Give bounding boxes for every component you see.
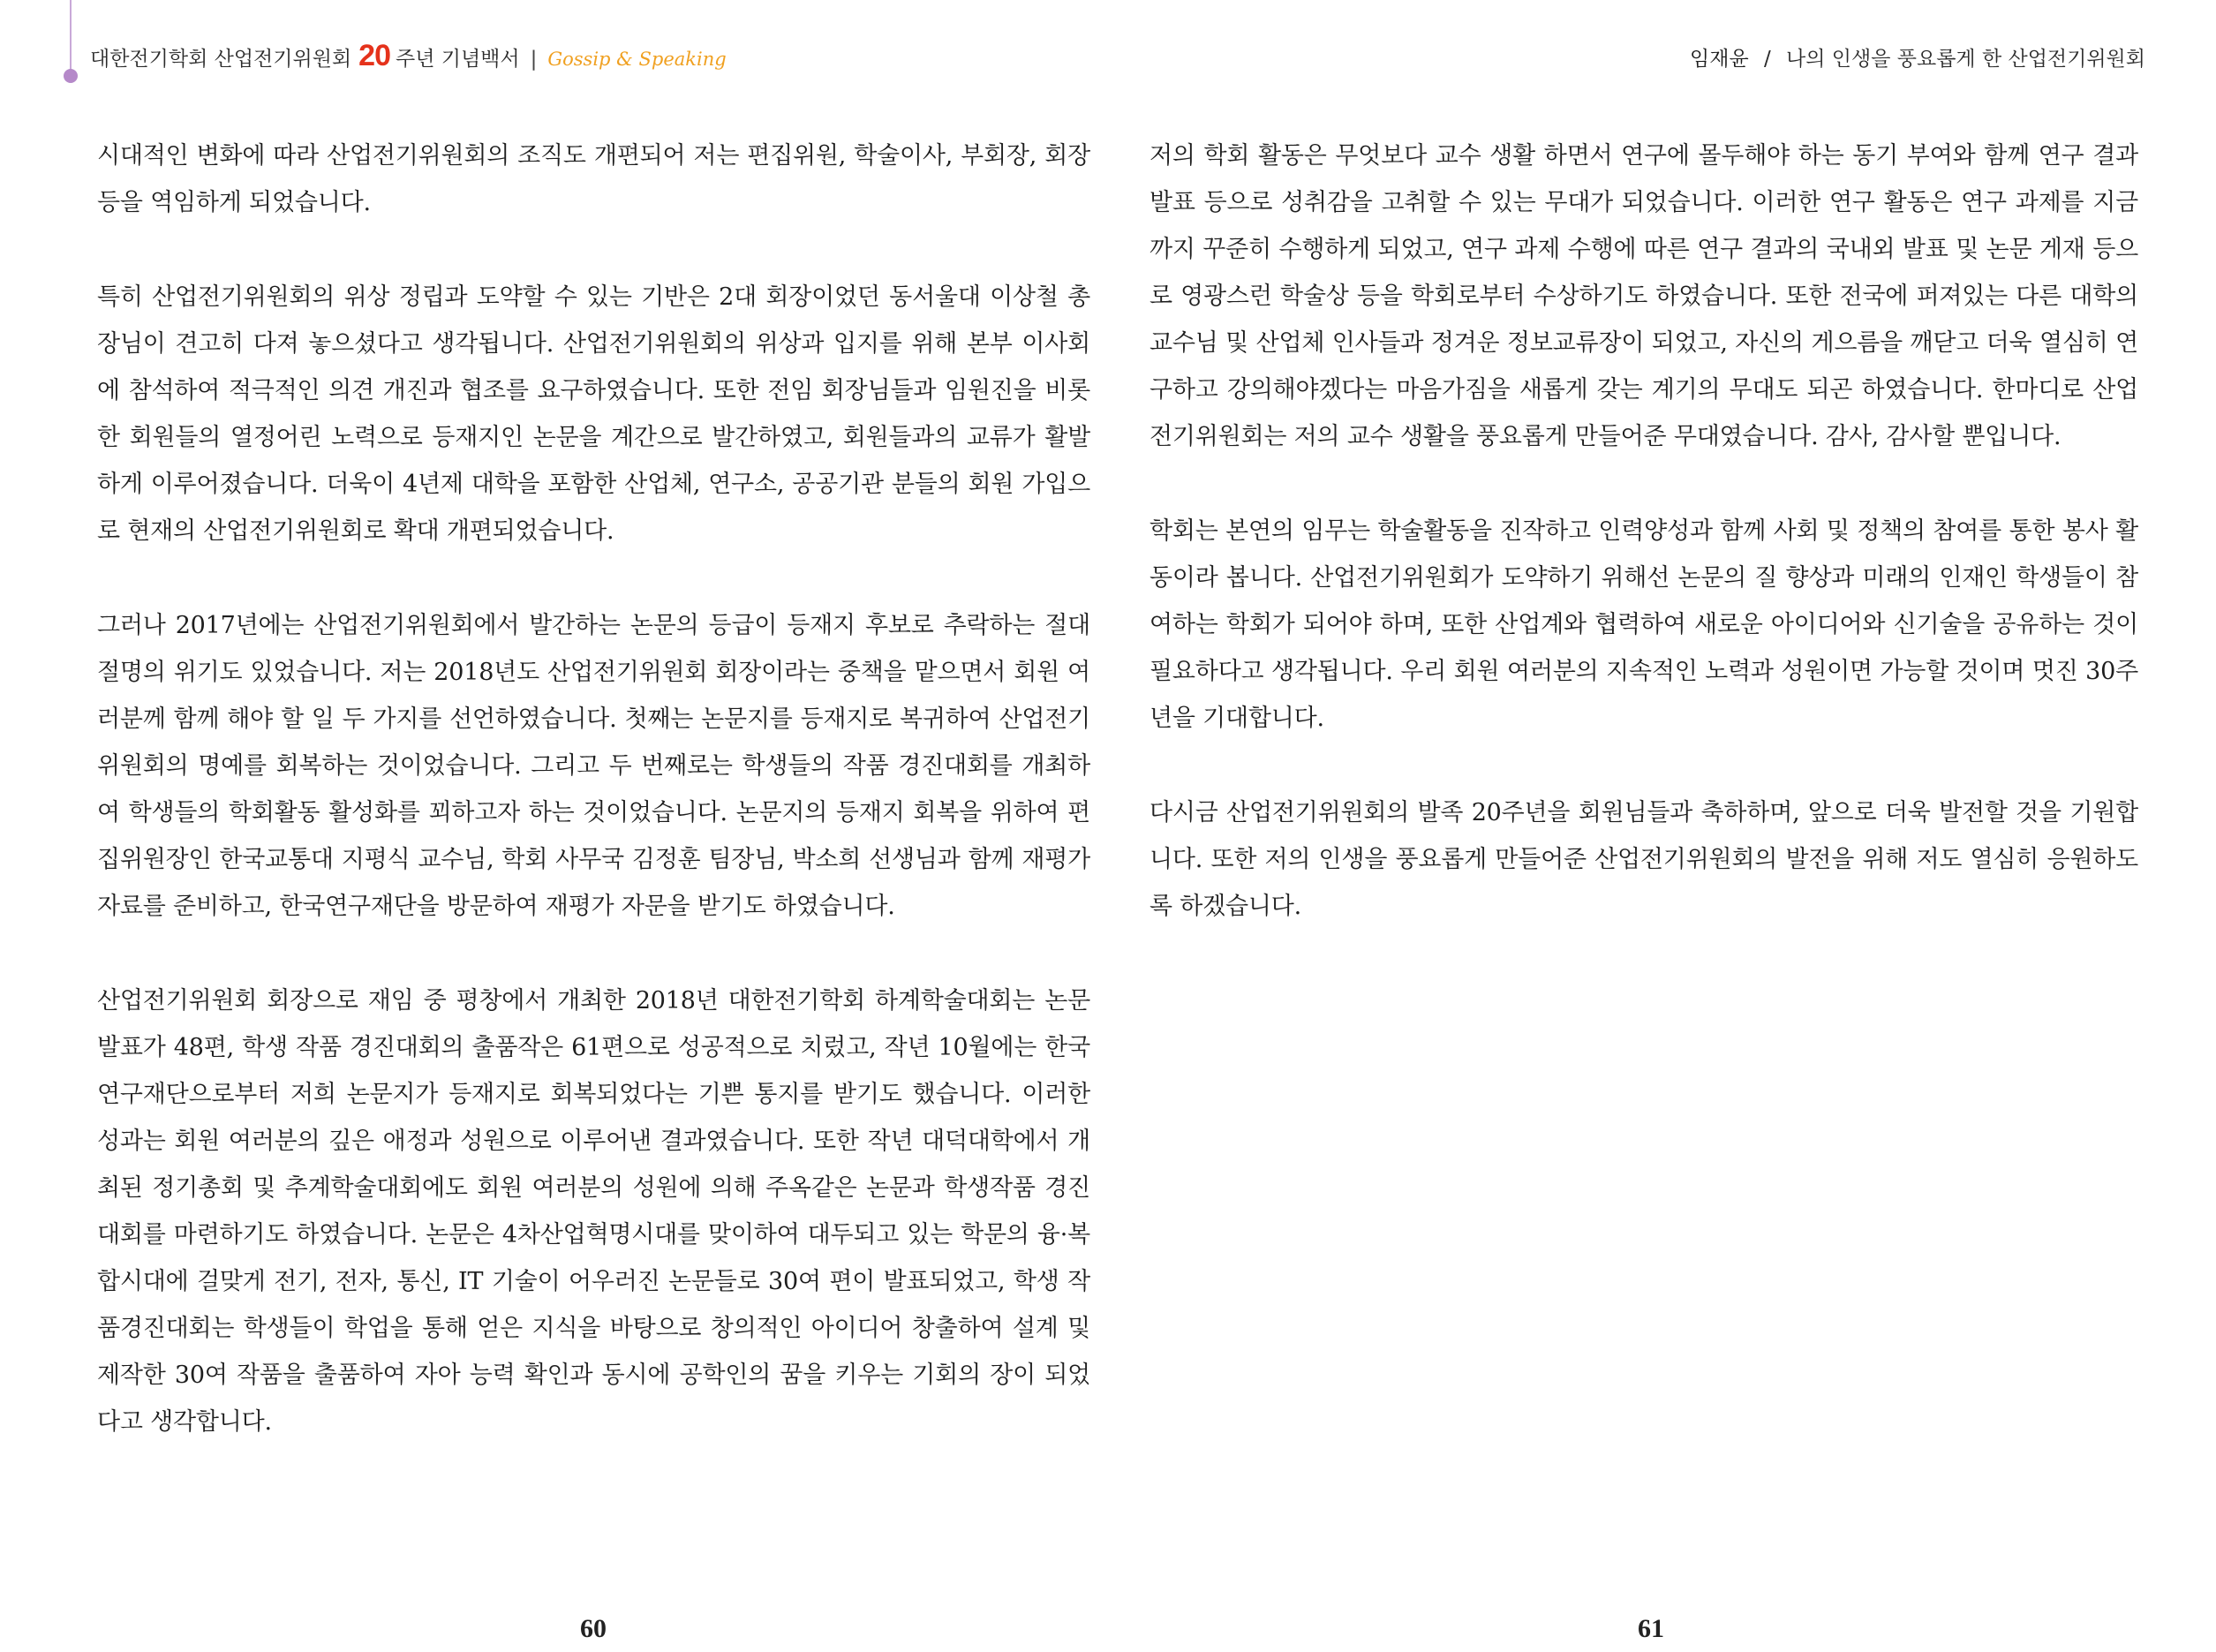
header-decoration-dot bbox=[64, 69, 78, 83]
anniversary-number: 20 bbox=[358, 39, 390, 72]
paragraph: 시대적인 변화에 따라 산업전기위원회의 조직도 개편되어 저는 편집위원, 학술이사, 부회장, 회장 등을 역임하게 되었습니다. bbox=[97, 142, 1090, 216]
author-name: 임재윤 bbox=[1690, 48, 1749, 71]
right-page bbox=[1108, 0, 2216, 1652]
header-slash: / bbox=[1763, 48, 1771, 71]
right-body-text bbox=[1149, 132, 2138, 977]
paragraph: 저의 학회 활동은 무엇보다 교수 생활 하면서 연구에 몰두해야 하는 동기 부여와 함께 연구 결과 발표 등으로 성취감을 고취할 수 있는 무대가 되었습니다. 이러한 연구 활동은 연구 과제를 지금까지 꾸준히 수행하게 되었고, 연구 과제 수행에 따른 연구 결과의 국내외 발표 및 논문 게재 등으로 영광스런 학술상 등을 학회로부터 수상하기도 하였습니다. 또한 전국에 퍼져있는 다른 대학의 교수님 및 산업체 인사들과 정겨운 정보교류장이 되었고, 자신의 게으름을 깨닫고 더욱 열심히 연구하고 강의해야겠다는 마음가짐을 새롭게 갖는 계기의 무대도 되곤 하였습니다. 한마디로 산업전기위원회는 저의 교수 생활을 풍요롭게 만들어준 무대였습니다. 감사, 감사할 뿐입니다. bbox=[1149, 142, 2138, 450]
header-decoration-line bbox=[70, 0, 72, 71]
section-name: Gossip & Speaking bbox=[547, 49, 727, 70]
article-title: 나의 인생을 풍요롭게 한 산업전기위원회 bbox=[1786, 48, 2145, 71]
page-number-left: 60 bbox=[580, 1614, 607, 1643]
running-header-right bbox=[1690, 42, 2145, 72]
page-number-right: 61 bbox=[1638, 1614, 1664, 1643]
running-header-left bbox=[90, 39, 727, 74]
book-title: 대한전기학회 산업전기위원회 bbox=[90, 48, 352, 71]
header-separator: | bbox=[530, 48, 538, 71]
paragraph: 학회는 본연의 임무는 학술활동을 진작하고 인력양성과 함께 사회 및 정책의 참여를 통한 봉사 활동이라 봅니다. 산업전기위원회가 도약하기 위해선 논문의 질 향상과 미래의 인재인 학생들이 참여하는 학회가 되어야 하며, 또한 산업계와 협력하여 새로운 아이디어와 신기술을 공유하는 것이 필요하다고 생각됩니다. 우리 회원 여러분의 지속적인 노력과 성원이면 가능할 것이며 멋진 30주년을 기대합니다. bbox=[1149, 517, 2138, 732]
paragraph: 다시금 산업전기위원회의 발족 20주년을 회원님들과 축하하며, 앞으로 더욱 발전할 것을 기원합니다. 또한 저의 인생을 풍요롭게 만들어준 산업전기위원회의 발전을 위해 저도 열심히 응원하도록 하겠습니다. bbox=[1149, 799, 2138, 920]
paragraph: 특히 산업전기위원회의 위상 정립과 도약할 수 있는 기반은 2대 회장이었던 동서울대 이상철 총장님이 견고히 다져 놓으셨다고 생각됩니다. 산업전기위원회의 위상과 입지를 위해 본부 이사회에 참석하여 적극적인 의견 개진과 협조를 요구하였습니다. 또한 전임 회장님들과 임원진을 비롯한 회원들의 열정어린 노력으로 등재지인 논문을 계간으로 발간하였고, 회원들과의 교류가 활발하게 이루어졌습니다. 더욱이 4년제 대학을 포함한 산업체, 연구소, 공공기관 분들의 회원 가입으로 현재의 산업전기위원회로 확대 개편되었습니다. bbox=[97, 283, 1090, 545]
paragraph: 산업전기위원회 회장으로 재임 중 평창에서 개최한 2018년 대한전기학회 하계학술대회는 논문 발표가 48편, 학생 작품 경진대회의 출품작은 61편으로 성공적으로 치렀고, 작년 10월에는 한국연구재단으로부터 저희 논문지가 등재지로 회복되었다는 기쁜 통지를 받기도 했습니다. 이러한 성과는 회원 여러분의 깊은 애정과 성원으로 이루어낸 결과였습니다. 또한 작년 대덕대학에서 개최된 정기총회 및 추계학술대회에도 회원 여러분의 성원에 의해 주옥같은 논문과 학생작품 경진대회를 마련하기도 하였습니다. 논문은 4차산업혁명시대를 맞이하여 대두되고 있는 학문의 융·복합시대에 걸맞게 전기, 전자, 통신, IT 기술이 어우러진 논문들로 30여 편이 발표되었고, 학생 작품경진대회는 학생들이 학업을 통해 얻은 지식을 바탕으로 창의적인 아이디어 창출하여 설계 및 제작한 30여 작품을 출품하여 자아 능력 확인과 동시에 공학인의 꿈을 키우는 기회의 장이 되었다고 생각합니다. bbox=[97, 987, 1090, 1436]
paragraph: 그러나 2017년에는 산업전기위원회에서 발간하는 논문의 등급이 등재지 후보로 추락하는 절대절명의 위기도 있었습니다. 저는 2018년도 산업전기위원회 회장이라는 중책을 맡으면서 회원 여러분께 함께 해야 할 일 두 가지를 선언하였습니다. 첫째는 논문지를 등재지로 복귀하여 산업전기위원회의 명예를 회복하는 것이었습니다. 그리고 두 번째로는 학생들의 작품 경진대회를 개최하여 학생들의 학회활동 활성화를 꾀하고자 하는 것이었습니다. 논문지의 등재지 회복을 위하여 편집위원장인 한국교통대 지평식 교수님, 학회 사무국 김정훈 팀장님, 박소희 선생님과 함께 재평가 자료를 준비하고, 한국연구재단을 방문하여 재평가 자문을 받기도 하였습니다. bbox=[97, 612, 1090, 920]
left-body-text bbox=[97, 132, 1090, 1493]
book-title-suffix: 주년 기념백서 bbox=[395, 48, 520, 71]
